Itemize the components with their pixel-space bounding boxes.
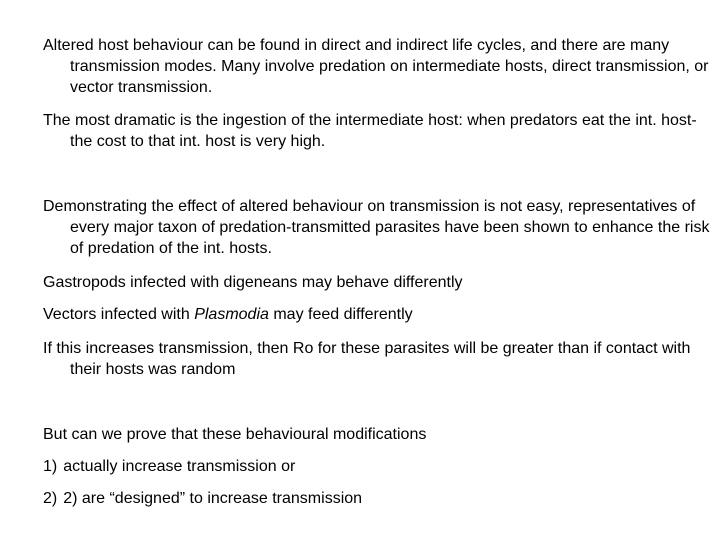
paragraph-vectors [43, 304, 710, 325]
paragraph-ingestion-of-host: The most dramatic is the ingestion of the intermediate host: when predators eat the int. host- the cost to that int. host is very high. [43, 112, 697, 150]
list-text: 2) are “designed” to increase transmission [63, 490, 363, 507]
list-text: actually increase transmission or [63, 458, 296, 475]
list-item [43, 456, 710, 477]
paragraph-altered-host-behaviour: Altered host behaviour can be found in direct and indirect life cycles, and there are many transmission modes. Many involve predation on intermediate hosts, direct transmission, or vector transmission. [43, 37, 709, 96]
paragraph-gastropods: Gastropods infected with digeneans may behave differently [43, 274, 463, 291]
vectors-text-before: Vectors infected with [43, 306, 195, 323]
list-item [43, 488, 710, 509]
list-number: 2) [43, 490, 58, 507]
paragraph-question: But can we prove that these behavioural modifications [43, 426, 427, 443]
plasmodia-italic: Plasmodia [194, 306, 269, 323]
list-number: 1) [43, 458, 58, 475]
vectors-text-after: may feed differently [268, 306, 413, 323]
paragraph-demonstrating-effect: Demonstrating the effect of altered behaviour on transmission is not easy, representatives of every major taxon of predation-transmitted parasites have been shown to enhance the risk of predation of the int. hosts. [43, 198, 710, 257]
paragraph-ro-transmission: If this increases transmission, then Ro for these parasites will be greater than if contact with their hosts was random [43, 340, 691, 378]
